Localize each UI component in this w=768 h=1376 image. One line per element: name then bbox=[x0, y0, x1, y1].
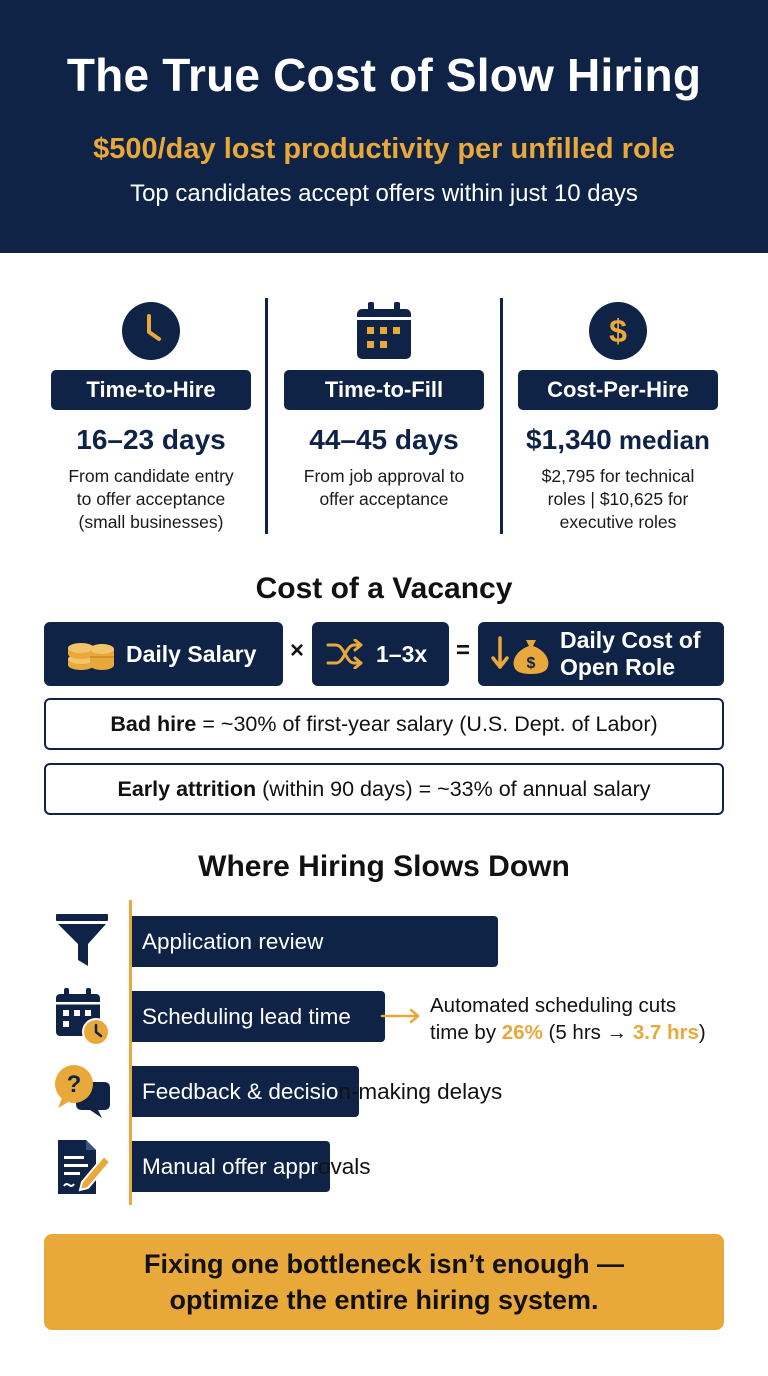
footer-line: optimize the entire hiring system. bbox=[169, 1285, 599, 1315]
metric-value bbox=[503, 424, 733, 456]
callout-text: ) bbox=[698, 1021, 706, 1044]
metric-desc-line: roles | $10,625 for bbox=[547, 489, 689, 509]
arrow-right-icon bbox=[380, 1008, 422, 1024]
calendar-icon bbox=[355, 301, 413, 361]
metric-desc-line: From candidate entry bbox=[68, 466, 234, 486]
bar-label-outside: ovals bbox=[317, 1153, 371, 1179]
daily-salary-label: Daily Salary bbox=[126, 640, 257, 667]
callout-text: time by bbox=[430, 1021, 502, 1044]
metric-desc-line: offer acceptance bbox=[319, 489, 449, 509]
note-bold: Bad hire bbox=[110, 711, 197, 736]
clock-icon bbox=[121, 301, 181, 361]
vacancy-section-title: Cost of a Vacancy bbox=[255, 572, 513, 605]
dollar-icon bbox=[588, 301, 648, 361]
daily-cost-line: Open Role bbox=[560, 654, 676, 680]
metric-description bbox=[513, 465, 723, 534]
metric-cost-per-hire bbox=[503, 300, 733, 540]
metric-description bbox=[279, 465, 489, 511]
multiplier-label: 1–3x bbox=[376, 640, 428, 667]
metric-desc-line: From job approval to bbox=[303, 466, 465, 486]
bar-label-inside: Application review bbox=[142, 928, 324, 954]
callout-highlight: 3.7 hrs bbox=[632, 1021, 699, 1044]
daily-salary-pill bbox=[44, 622, 283, 686]
svg-text:$: $ bbox=[526, 655, 536, 672]
bottleneck-label bbox=[142, 1141, 370, 1192]
metric-description bbox=[46, 465, 256, 534]
bottleneck-label bbox=[142, 916, 323, 967]
footer-line: Fixing one bottleneck isn’t enough — bbox=[143, 1249, 624, 1279]
metric-desc-line: (small businesses) bbox=[78, 512, 224, 532]
chat-question-icon bbox=[52, 1062, 114, 1124]
bar-label-outside: n-making delays bbox=[338, 1078, 503, 1104]
metric-value-suffix: median bbox=[611, 425, 710, 455]
early-attrition-note bbox=[44, 763, 724, 815]
page-tagline: Top candidates accept offers within just 10 days bbox=[130, 180, 638, 207]
metric-desc-line: to offer acceptance bbox=[76, 489, 226, 509]
bar-label-inside: Feedback & decisio bbox=[142, 1078, 339, 1104]
coin-stack-icon bbox=[66, 632, 116, 676]
metric-label: Time-to-Fill bbox=[284, 370, 484, 410]
bottleneck-label bbox=[142, 991, 351, 1042]
footer-callout bbox=[44, 1234, 724, 1330]
metric-time-to-fill bbox=[269, 300, 499, 540]
header-banner bbox=[0, 0, 768, 253]
page-title: The True Cost of Slow Hiring bbox=[66, 49, 702, 101]
page-subtitle: $500/day lost productivity per unfilled role bbox=[93, 133, 675, 165]
callout-line: Automated scheduling cuts bbox=[430, 994, 677, 1017]
metric-label: Cost-Per-Hire bbox=[518, 370, 718, 410]
callout-highlight: 26% bbox=[501, 1021, 543, 1044]
metric-time-to-hire bbox=[36, 300, 266, 540]
callout-line bbox=[430, 1019, 706, 1046]
funnel-icon bbox=[52, 910, 114, 972]
calendar-clock-icon bbox=[52, 986, 114, 1048]
metric-value: 16–23 days bbox=[76, 424, 226, 455]
note-text: (within 90 days) = ~33% of annual salary bbox=[256, 776, 651, 801]
metric-desc-line: executive roles bbox=[559, 512, 677, 532]
column-divider bbox=[265, 298, 268, 534]
bottlenecks-section-title: Where Hiring Slows Down bbox=[198, 850, 570, 883]
daily-cost-line: Daily Cost of bbox=[560, 627, 701, 653]
metric-value: 44–45 days bbox=[309, 424, 459, 455]
note-text: = ~30% of first-year salary (U.S. Dept. of Labor) bbox=[196, 711, 658, 736]
scheduling-callout bbox=[430, 992, 706, 1046]
daily-cost-label bbox=[560, 627, 701, 681]
metric-label: Time-to-Hire bbox=[51, 370, 251, 410]
multiply-sign: × bbox=[290, 637, 305, 664]
svg-text:?: ? bbox=[66, 1071, 82, 1098]
metric-value-number: $1,340 bbox=[526, 424, 612, 455]
multiplier-pill bbox=[312, 622, 449, 686]
callout-text: (5 hrs → bbox=[542, 1021, 633, 1044]
bar-label-inside: Scheduling lead time bbox=[142, 1003, 351, 1029]
shuffle-icon bbox=[326, 639, 364, 669]
bottleneck-label bbox=[142, 1066, 502, 1117]
bar-label-inside: Manual offer appr bbox=[142, 1153, 318, 1179]
bad-hire-note bbox=[44, 698, 724, 750]
daily-cost-pill bbox=[478, 622, 724, 686]
note-bold: Early attrition bbox=[117, 776, 257, 801]
metric-desc-line: $2,795 for technical bbox=[541, 466, 695, 486]
equals-sign: = bbox=[456, 637, 471, 664]
document-edit-icon bbox=[52, 1136, 114, 1198]
svg-text:$: $ bbox=[609, 313, 627, 349]
money-bag-down-icon bbox=[490, 632, 554, 676]
